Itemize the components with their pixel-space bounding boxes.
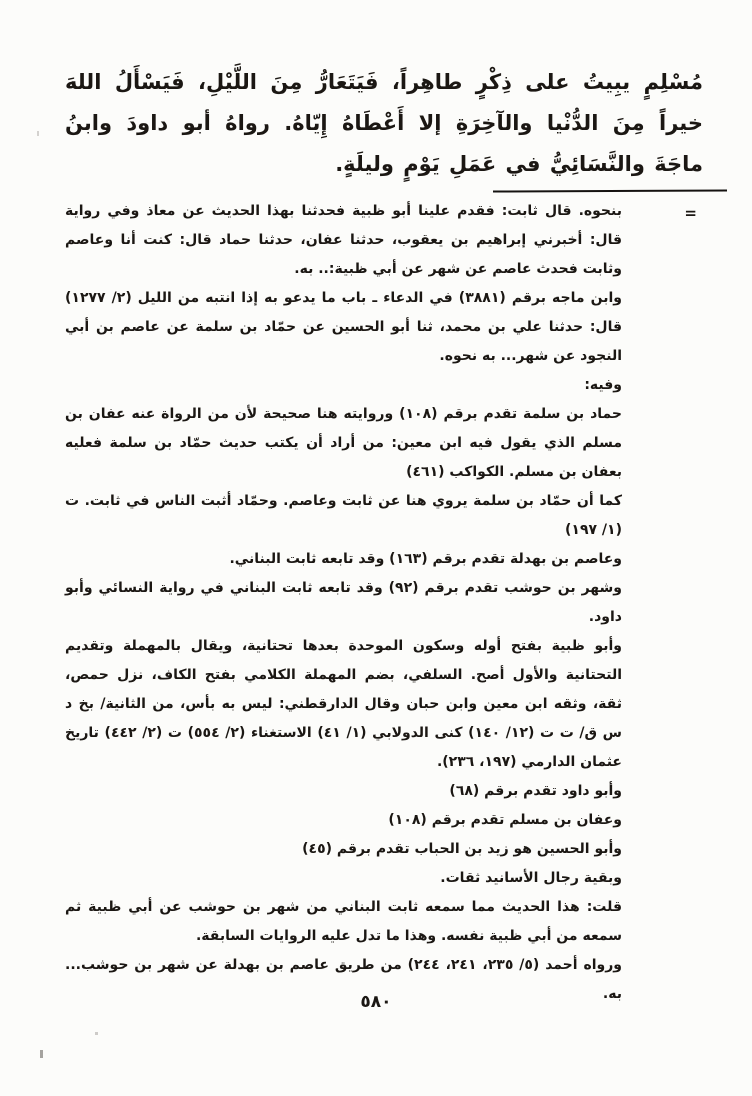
scan-artifact	[95, 1032, 98, 1035]
scan-artifact	[40, 1050, 43, 1058]
footnote-separator-rule	[493, 189, 727, 192]
footnotes-section	[65, 197, 697, 1009]
footnote-paragraph: ورواه أحمد (٥/ ٢٣٥، ٢٤١، ٢٤٤) من طريق عاصم بن بهدلة عن شهر بن حوشب... به.	[65, 957, 622, 1002]
footnote-paragraph: وأبو ظبية بفتح أوله وسكون الموحدة بعدها تحتانية، ويقال بالمهملة وتقديم التحتانية والأول أصح. السلفي، بضم المهملة الكلامي بفتح الكاف، نزل حمص، ثقة، وثقه ابن معين وابن حبان وقال الدارقطني: ليس به بأس، من الثانية/ بخ د س ق/ ت ت (١٢/ ١٤٠) كنى الدولابي (١/ ٤١) الاستغناء (٢/ ٥٥٤) ت (٢/ ٤٤٢) تاريخ عثمان الدارمي (١٩٧، ٢٣٦).	[65, 638, 622, 770]
page-number: ٥٨٠	[360, 992, 392, 1012]
footnote-paragraph: وأبو داود تقدم برقم (٦٨)	[449, 783, 622, 799]
scan-artifact	[37, 131, 39, 136]
footnote-paragraph: وأبو الحسين هو زيد بن الحباب تقدم برقم (٤٥)	[302, 841, 622, 857]
footnote-paragraph: وعاصم بن بهدلة تقدم برقم (١٦٣) وقد تابعه ثابت البناني.	[229, 551, 622, 567]
footnote-paragraph: بنحوه. قال ثابت: فقدم علينا أبو ظبية فحدثنا بهذا الحديث عن معاذ وفي رواية قال: أخبرني إبراهيم بن يعقوب، حدثنا عفان، حدثنا حماد قال: كنت أنا وعاصم وثابت فحدث عاصم عن شهر عن أبي ظبية:.. به.	[65, 203, 622, 277]
hadith-main-text: مُسْلِمٍ يبِيتُ على ذِكْرٍ طاهِراً، فَيَتَعَارُّ مِنَ اللَّيْلِ، فَيَسْأَلُ اللهَ خيراً مِنَ الدُّنْيا والآخِرَةِ إلا أَعْطَاهُ إِيّاهُ. رواهُ أبو داودَ وابنُ ماجَةَ والنَّسَائِيُّ في عَمَلِ يَوْمٍ وليلَةٍ.	[65, 70, 703, 176]
footnote-paragraph: كما أن حمّاد بن سلمة يروي هنا عن ثابت وعاصم. وحمّاد أثبت الناس في ثابت. ت (١/ ١٩٧)	[65, 493, 622, 538]
footnote-paragraph: حماد بن سلمة تقدم برقم (١٠٨) وروايته هنا صحيحة لأن من الرواة عنه عفان بن مسلم الذي يقول فيه ابن معين: من أراد أن يكتب حديث حمّاد بن سلمة فعليه بعفان بن مسلم. الكواكب (٤٦١)	[65, 406, 622, 480]
footnote-paragraph: وبقية رجال الأسانيد ثقات.	[440, 870, 622, 886]
footnote-continuation-marker: =	[684, 204, 697, 222]
footnote-paragraph: وفيه:	[584, 377, 622, 393]
footnote-paragraph: وشهر بن حوشب تقدم برقم (٩٢) وقد تابعه ثابت البناني في رواية النسائي وأبو داود.	[65, 580, 622, 625]
footnote-paragraph: قلت: هذا الحديث مما سمعه ثابت البناني من شهر بن حوشب عن أبي ظبية ثم سمعه من أبي ظبية نفسه. وهذا ما تدل عليه الروايات السابقة.	[65, 899, 622, 944]
footnote-paragraph: وعفان بن مسلم تقدم برقم (١٠٨)	[388, 812, 622, 828]
footnote-paragraph: وابن ماجه برقم (٣٨٨١) في الدعاء ـ باب ما يدعو به إذا انتبه من الليل (٢/ ١٢٧٧) قال: حدثنا علي بن محمد، ثنا أبو الحسين عن حمّاد بن سلمة عن عاصم بن أبي النجود عن شهر... به نحوه.	[65, 290, 622, 364]
